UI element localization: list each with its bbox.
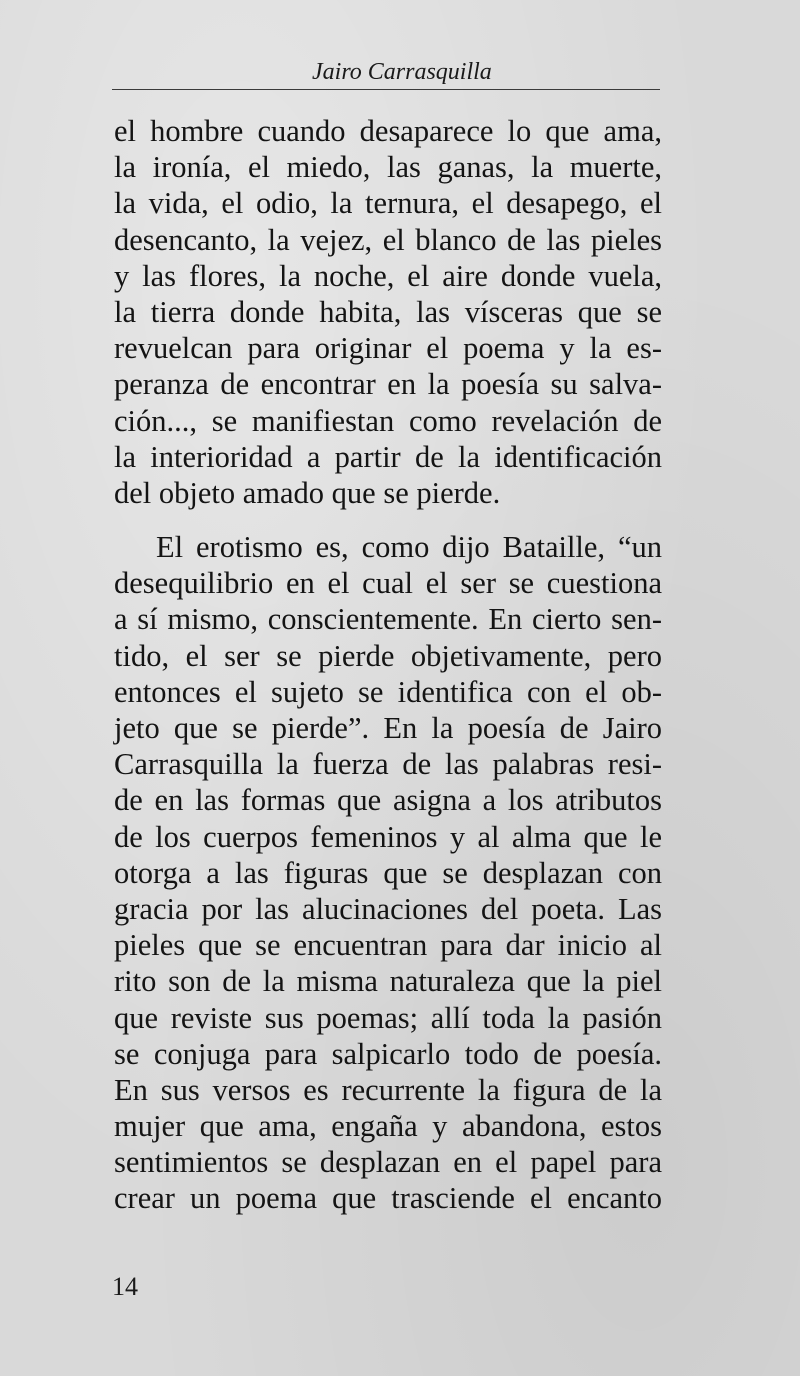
- running-head-title: Jairo Carrasquilla: [312, 59, 492, 85]
- text-line: desencanto, la vejez, el blanco de las pieles: [114, 222, 662, 257]
- text-line: En sus versos es recurrente la figura de la: [114, 1072, 662, 1107]
- text-line: del objeto amado que se pierde.: [114, 475, 501, 510]
- text-line: que reviste sus poemas; allí toda la pasión: [114, 1000, 662, 1035]
- text-line: la vida, el odio, la ternura, el desapego, el: [114, 186, 662, 221]
- text-line: la ironía, el miedo, las ganas, la muerte,: [114, 150, 662, 185]
- text-line: tido, el ser se pierde objetivamente, pero: [114, 638, 662, 673]
- text-line: sentimientos se desplazan en el papel para: [114, 1145, 662, 1180]
- page-number: 14: [112, 1272, 138, 1301]
- text-line: peranza de encontrar en la poesía su salva-: [114, 367, 662, 402]
- text-line: otorga a las figuras que se desplazan con: [114, 855, 662, 890]
- text-line: gracia por las alucinaciones del poeta. Las: [114, 891, 662, 926]
- body-text: [114, 113, 662, 1217]
- text-line: El erotismo es, como dijo Bataille, “un: [156, 530, 662, 565]
- text-line: jeto que se pierde”. En la poesía de Jairo: [114, 711, 662, 745]
- text-line: se conjuga para salpicarlo todo de poesía.: [114, 1036, 662, 1071]
- text-line: ción..., se manifiestan como revelación de: [114, 403, 662, 438]
- text-line: la tierra donde habita, las vísceras que se: [114, 294, 662, 329]
- text-line: mujer que ama, engaña y abandona, estos: [114, 1109, 662, 1144]
- text-line: rito son de la misma naturaleza que la piel: [114, 964, 662, 999]
- text-line: entonces el sujeto se identifica con el ob-: [114, 674, 662, 709]
- text-line: y las flores, la noche, el aire donde vuela,: [114, 258, 662, 293]
- text-line: revuelcan para originar el poema y la es-: [114, 331, 662, 366]
- text-line: a sí mismo, conscientemente. En cierto sen-: [114, 602, 662, 637]
- text-line: de los cuerpos femeninos y al alma que le: [114, 819, 662, 854]
- text-line: desequilibrio en el cual el ser se cuestiona: [114, 566, 662, 601]
- text-line: el hombre cuando desaparece lo que ama,: [114, 114, 662, 148]
- paragraph-gap: [114, 511, 662, 529]
- text-line: pieles que se encuentran para dar inicio al: [114, 928, 662, 963]
- running-head: [112, 56, 660, 90]
- header-rule: [112, 89, 660, 90]
- text-line: crear un poema que trasciende el encanto: [114, 1181, 662, 1216]
- text-line: la interioridad a partir de la identificación: [114, 439, 662, 474]
- text-line: de en las formas que asigna a los atributos: [114, 783, 662, 818]
- text-line: Carrasquilla la fuerza de las palabras resi-: [114, 747, 662, 782]
